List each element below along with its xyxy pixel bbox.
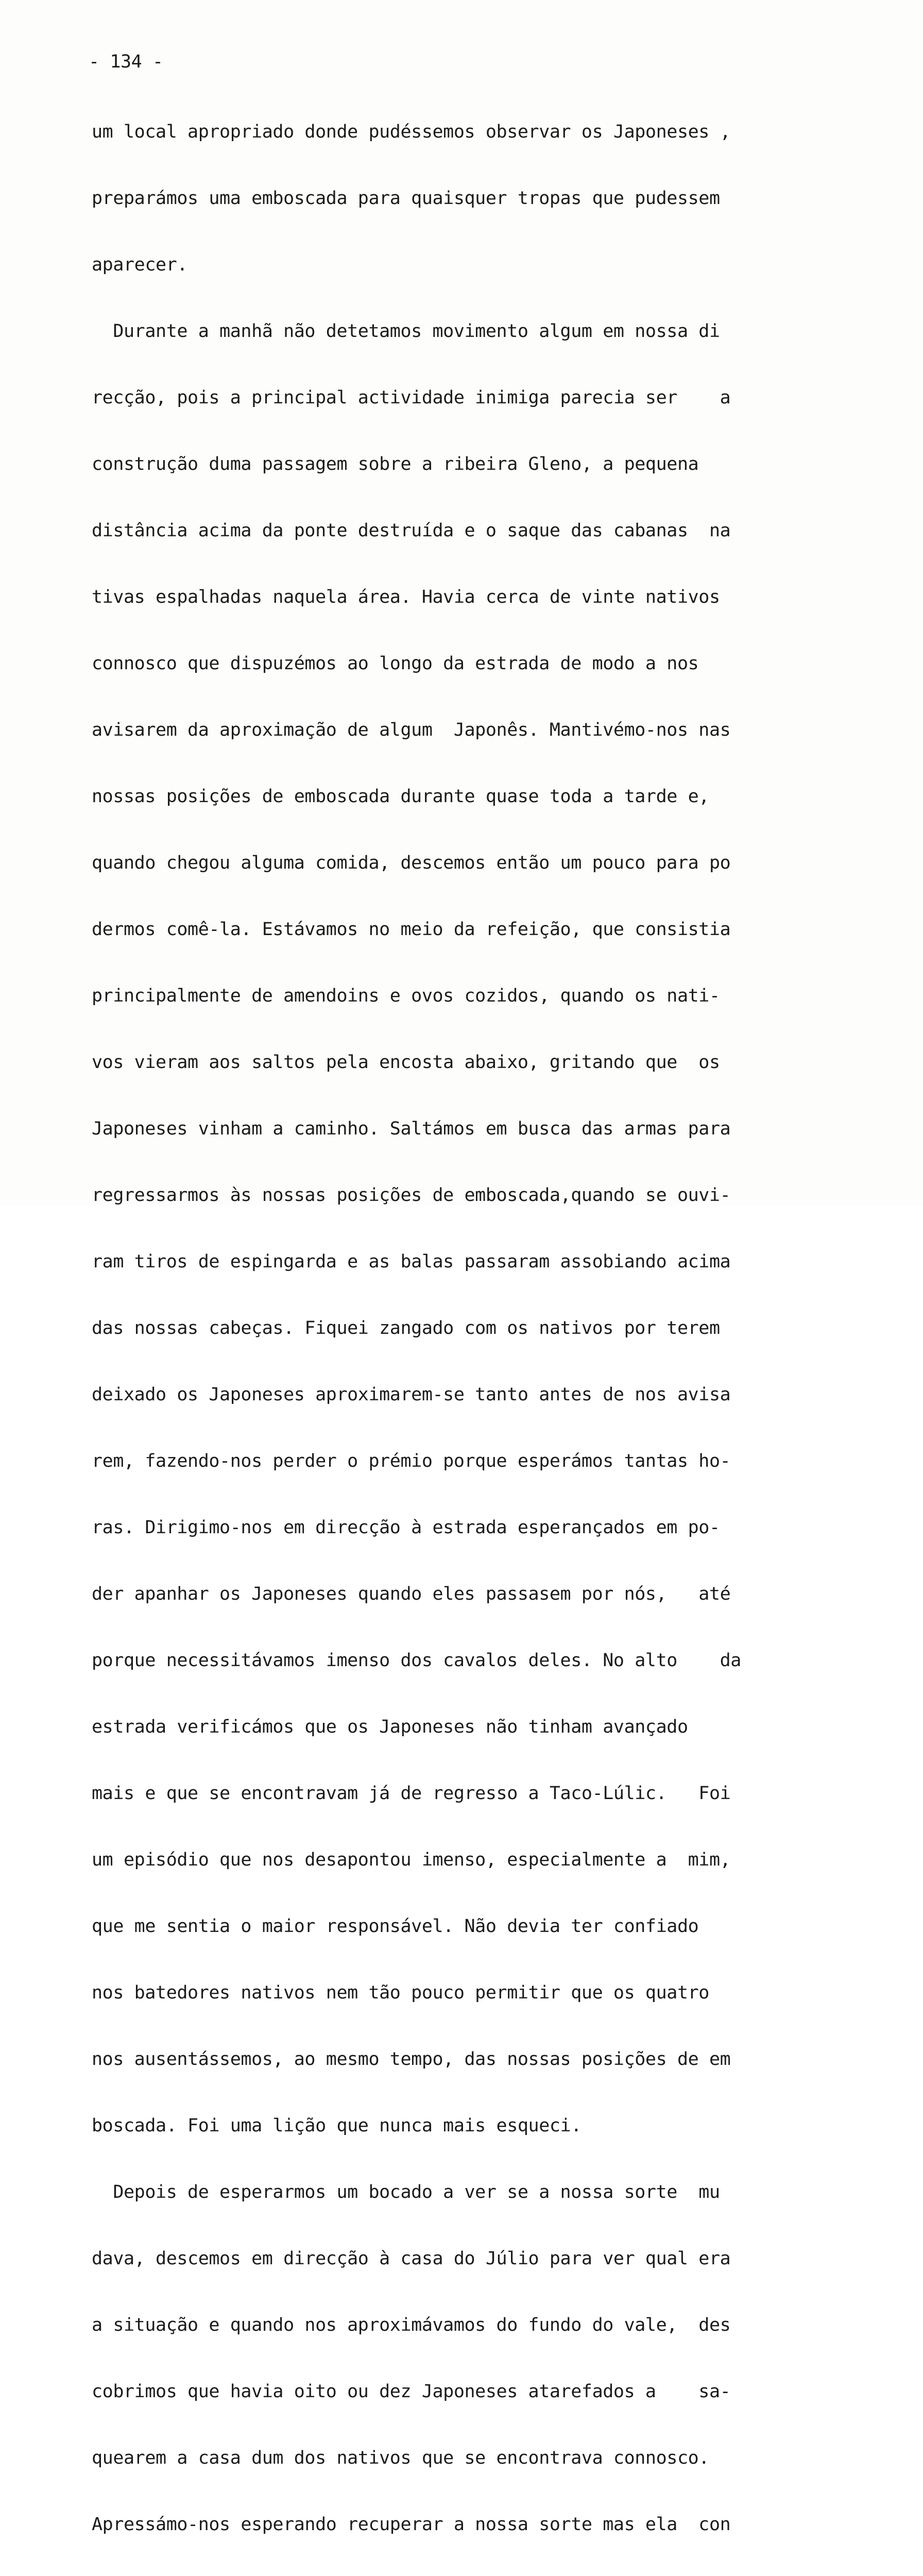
- text-line: principalmente de amendoins e ovos cozidos, quando os nati-: [92, 986, 720, 1006]
- text-line: deixado os Japoneses aproximarem-se tanto antes de nos avisa: [92, 1384, 731, 1405]
- text-line: boscada. Foi uma lição que nunca mais esqueci.: [92, 2115, 582, 2136]
- text-line: nos batedores nativos nem tão pouco permitir que os quatro: [92, 1982, 709, 2003]
- text-line: a situação e quando nos aproximávamos do fundo do vale, des: [92, 2315, 731, 2335]
- text-line: regressarmos às nossas posições de emboscada,quando se ouvi-: [92, 1185, 731, 1206]
- text-line: ras. Dirigimo-nos em direcção à estrada esperançados em po-: [92, 1517, 720, 1538]
- text-line: nossas posições de emboscada durante quase toda a tarde e,: [92, 786, 709, 807]
- text-line: distância acima da ponte destruída e o saque das cabanas na: [92, 520, 731, 541]
- text-line: avisarem da aproximação de algum Japonês. Mantivémo-nos nas: [92, 720, 731, 740]
- text-line: aparecer.: [92, 255, 188, 275]
- page-number: - 134 -: [89, 52, 163, 72]
- text-line: estrada verificámos que os Japoneses não tinham avançado: [92, 1717, 688, 1737]
- text-line: construção duma passagem sobre a ribeira Gleno, a pequena: [92, 454, 699, 474]
- text-line: Apressámo-nos esperando recuperar a nossa sorte mas ela con: [92, 2514, 731, 2535]
- text-line: que me sentia o maior responsável. Não devia ter confiado: [92, 1916, 699, 1937]
- text-line: cobrimos que havia oito ou dez Japoneses atarefados a sa-: [92, 2381, 731, 2402]
- text-line: ram tiros de espingarda e as balas passaram assobiando acima: [92, 1251, 731, 1272]
- text-line: Depois de esperarmos um bocado a ver se a nossa sorte mu: [92, 2182, 720, 2202]
- text-line: mais e que se encontravam já de regresso a Taco-Lúlic. Foi: [92, 1783, 731, 1804]
- text-line: tivas espalhadas naquela área. Havia cerca de vinte nativos: [92, 587, 720, 607]
- text-line: connosco que dispuzémos ao longo da estrada de modo a nos: [92, 653, 699, 674]
- body-text: [92, 78, 741, 2576]
- text-line: quando chegou alguma comida, descemos então um pouco para po: [92, 853, 731, 873]
- text-line: dermos comê-la. Estávamos no meio da refeição, que consistia: [92, 919, 731, 940]
- text-line: rem, fazendo-nos perder o prémio porque esperámos tantas ho-: [92, 1451, 731, 1471]
- text-line: nos ausentássemos, ao mesmo tempo, das nossas posições de em: [92, 2049, 731, 2070]
- text-line: der apanhar os Japoneses quando eles passasem por nós, até: [92, 1584, 731, 1604]
- text-line: um episódio que nos desapontou imenso, especialmente a mim,: [92, 1850, 731, 1870]
- text-line: quearem a casa dum dos nativos que se encontrava connosco.: [92, 2448, 709, 2468]
- text-line: Japoneses vinham a caminho. Saltámos em busca das armas para: [92, 1118, 731, 1139]
- text-line: vos vieram aos saltos pela encosta abaixo, gritando que os: [92, 1052, 720, 1073]
- text-line: porque necessitávamos imenso dos cavalos deles. No alto da: [92, 1650, 741, 1671]
- text-line: um local apropriado donde pudéssemos observar os Japoneses ,: [92, 122, 731, 142]
- text-line: Durante a manhã não detetamos movimento algum em nossa di: [92, 321, 720, 342]
- text-line: preparámos uma emboscada para quaisquer tropas que pudessem: [92, 188, 720, 209]
- text-line: dava, descemos em direcção à casa do Júlio para ver qual era: [92, 2248, 731, 2269]
- text-line: das nossas cabeças. Fiquei zangado com os nativos por terem: [92, 1318, 720, 1338]
- text-line: recção, pois a principal actividade inimiga parecia ser a: [92, 387, 731, 408]
